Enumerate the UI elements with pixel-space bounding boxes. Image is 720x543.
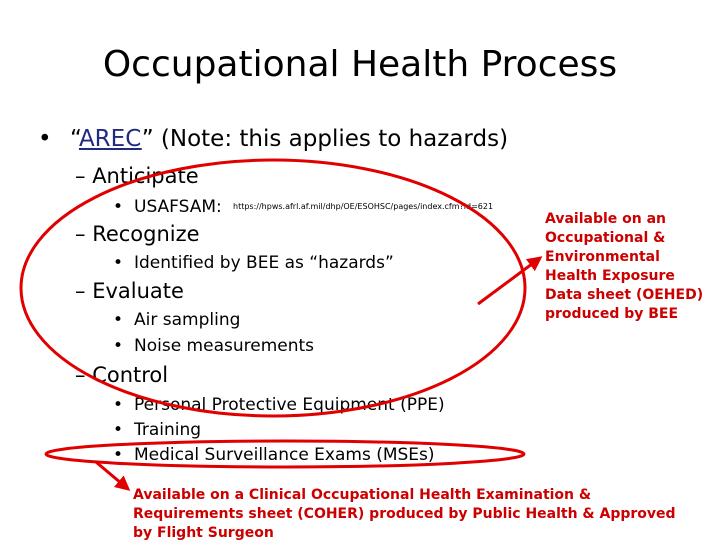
dash-glyph: – bbox=[75, 164, 86, 188]
evaluate-item-air: Air sampling bbox=[134, 310, 241, 330]
dash-glyph: – bbox=[75, 222, 86, 246]
sub-bullet: • bbox=[113, 336, 124, 356]
dash-glyph: – bbox=[75, 363, 86, 387]
sub-bullet: • bbox=[113, 310, 124, 330]
step-label: Anticipate bbox=[92, 164, 199, 188]
evaluate-item-noise: Noise measurements bbox=[134, 336, 315, 356]
page-title: Occupational Health Process bbox=[102, 44, 618, 85]
step-label: Recognize bbox=[92, 222, 200, 246]
step-label: Evaluate bbox=[92, 279, 184, 303]
usafsam-label: USAFSAM: bbox=[134, 197, 222, 217]
sub-bullet: • bbox=[113, 253, 124, 273]
sub-bullet: • bbox=[113, 197, 124, 217]
open-quote: “ bbox=[70, 126, 79, 152]
sub-bullet: • bbox=[113, 395, 124, 415]
control-item-ppe: Personal Protective Equipment (PPE) bbox=[134, 395, 445, 415]
coher-note: Available on a Clinical Occupational Health Examination & Requirements sheet (COHER) produced by Public Health & Approved by Flight Surgeon bbox=[133, 487, 676, 541]
control-item-mse: Medical Surveillance Exams (MSEs) bbox=[134, 445, 435, 465]
recognize-detail: Identified by BEE as “hazards” bbox=[134, 253, 394, 273]
dash-glyph: – bbox=[75, 279, 86, 303]
oehed-note: Available on an Occupational & Environmental Health Exposure Data sheet (OEHED) produced by BEE bbox=[545, 211, 704, 322]
sub-bullet: • bbox=[113, 420, 124, 440]
arec-acronym: AREC bbox=[78, 126, 142, 152]
arrow-coher bbox=[96, 462, 128, 489]
bullet-glyph: • bbox=[38, 126, 52, 152]
usafsam-url[interactable]: https://hpws.afrl.af.mil/dhp/OE/ESOHSC/pages/index.cfm?id=621 bbox=[233, 202, 494, 211]
control-item-training: Training bbox=[134, 420, 202, 440]
arec-note-text: ” (Note: this applies to hazards) bbox=[141, 126, 509, 152]
sub-bullet: • bbox=[113, 445, 124, 465]
annotation-ellipse-large bbox=[21, 160, 525, 416]
step-label: Control bbox=[92, 363, 169, 387]
arrow-oehed bbox=[478, 258, 540, 304]
annotation-ellipse-mse bbox=[46, 441, 524, 467]
